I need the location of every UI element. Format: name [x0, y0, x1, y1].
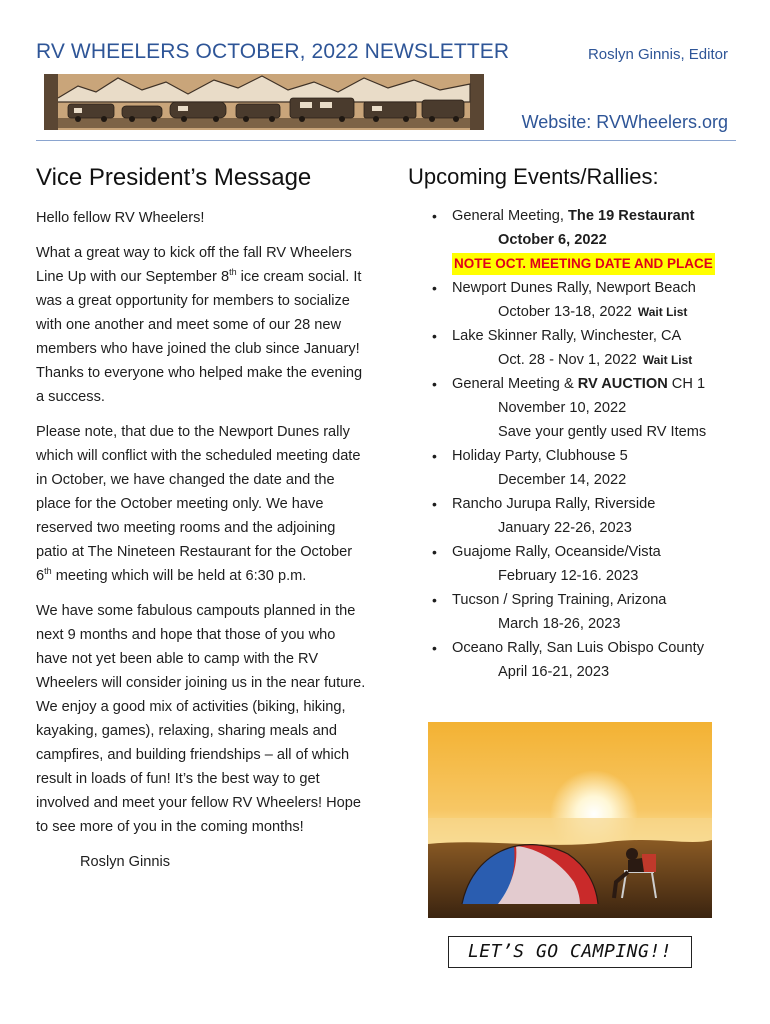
- event-item: • General Meeting, The 19 Restaurant October 6, 2022 NOTE OCT. MEETING DATE AND PLACE: [408, 204, 738, 276]
- wait-list-tag: Wait List: [642, 353, 693, 367]
- website-link[interactable]: Website: RVWheelers.org: [521, 112, 728, 132]
- events-heading: Upcoming Events/Rallies:: [408, 164, 659, 189]
- rv-banner-illustration: [38, 68, 488, 132]
- vp-message-heading: Vice President’s Message: [36, 164, 312, 191]
- beach-camping-photo: [428, 722, 712, 918]
- bullet-icon: •: [432, 448, 437, 464]
- vp-signature: Roslyn Ginnis: [80, 854, 171, 870]
- bullet-icon: •: [432, 208, 437, 224]
- bullet-icon: •: [432, 496, 437, 512]
- newsletter-title: RV WHEELERS OCTOBER, 2022 NEWSLETTER: [36, 40, 510, 63]
- bullet-icon: •: [432, 280, 437, 296]
- vp-message-column: [36, 164, 366, 885]
- event-item: • Guajome Rally, Oceanside/Vista February 12-16. 2023: [408, 540, 738, 588]
- bullet-icon: •: [432, 328, 437, 344]
- event-item: • Newport Dunes Rally, Newport Beach October 13-18, 2022 Wait List: [408, 276, 738, 324]
- event-item: • Lake Skinner Rally, Winchester, CA Oct. 28 - Nov 1, 2022 Wait List: [408, 324, 738, 372]
- header-divider: [36, 140, 736, 141]
- event-item: • Rancho Jurupa Rally, Riverside January 22-26, 2023: [408, 492, 738, 540]
- vp-greeting: Hello fellow RV Wheelers!: [36, 210, 205, 226]
- bullet-icon: •: [432, 544, 437, 560]
- vp-paragraph-2: Please note, that due to the Newport Dunes rally which will conflict with the scheduled meeting date in October, we have changed the date and the place for the October meeting only. We have reserved two meeting rooms and the adjoining patio at The Nineteen Restaurant for the October 6th meeting which will be held at 6:30 p.m.: [36, 424, 361, 584]
- bullet-icon: •: [432, 592, 437, 608]
- event-item: • General Meeting & RV AUCTION CH 1 November 10, 2022 Save your gently used RV Items: [408, 372, 738, 444]
- bullet-icon: •: [432, 640, 437, 656]
- vp-paragraph-3: We have some fabulous campouts planned in the next 9 months and hope that those of you who have not yet been able to camp with the RV Wheelers will consider joining us in the near future. We enjoy a good mix of activities (biking, hiking, kayaking, games), relaxing, sharing meals and campfires, and building friendships – all of which result in loads of fun! It’s the best way to get involved and meet your fellow RV Wheelers! Hope to see more of you in the coming months!: [36, 603, 366, 835]
- events-list: [408, 204, 738, 684]
- vp-paragraph-1: What a great way to kick off the fall RV Wheelers Line Up with our September 8th ice cream social. It was a great opportunity for members to socialize with one another and meet some of our 28 new members who have joined the club since January! Thanks to everyone who helped make the evening a success.: [36, 245, 363, 405]
- meeting-change-note: NOTE OCT. MEETING DATE AND PLACE: [452, 253, 715, 275]
- wait-list-tag: Wait List: [637, 305, 688, 319]
- editor-credit: Roslyn Ginnis, Editor: [587, 46, 728, 63]
- event-item: • Oceano Rally, San Luis Obispo County April 16-21, 2023: [408, 636, 738, 684]
- event-item: • Tucson / Spring Training, Arizona March 18-26, 2023: [408, 588, 738, 636]
- lets-go-camping-label: LET’S GO CAMPING!!: [448, 936, 692, 968]
- event-item: • Holiday Party, Clubhouse 5 December 14, 2022: [408, 444, 738, 492]
- events-column: [408, 164, 738, 684]
- bullet-icon: •: [432, 376, 437, 392]
